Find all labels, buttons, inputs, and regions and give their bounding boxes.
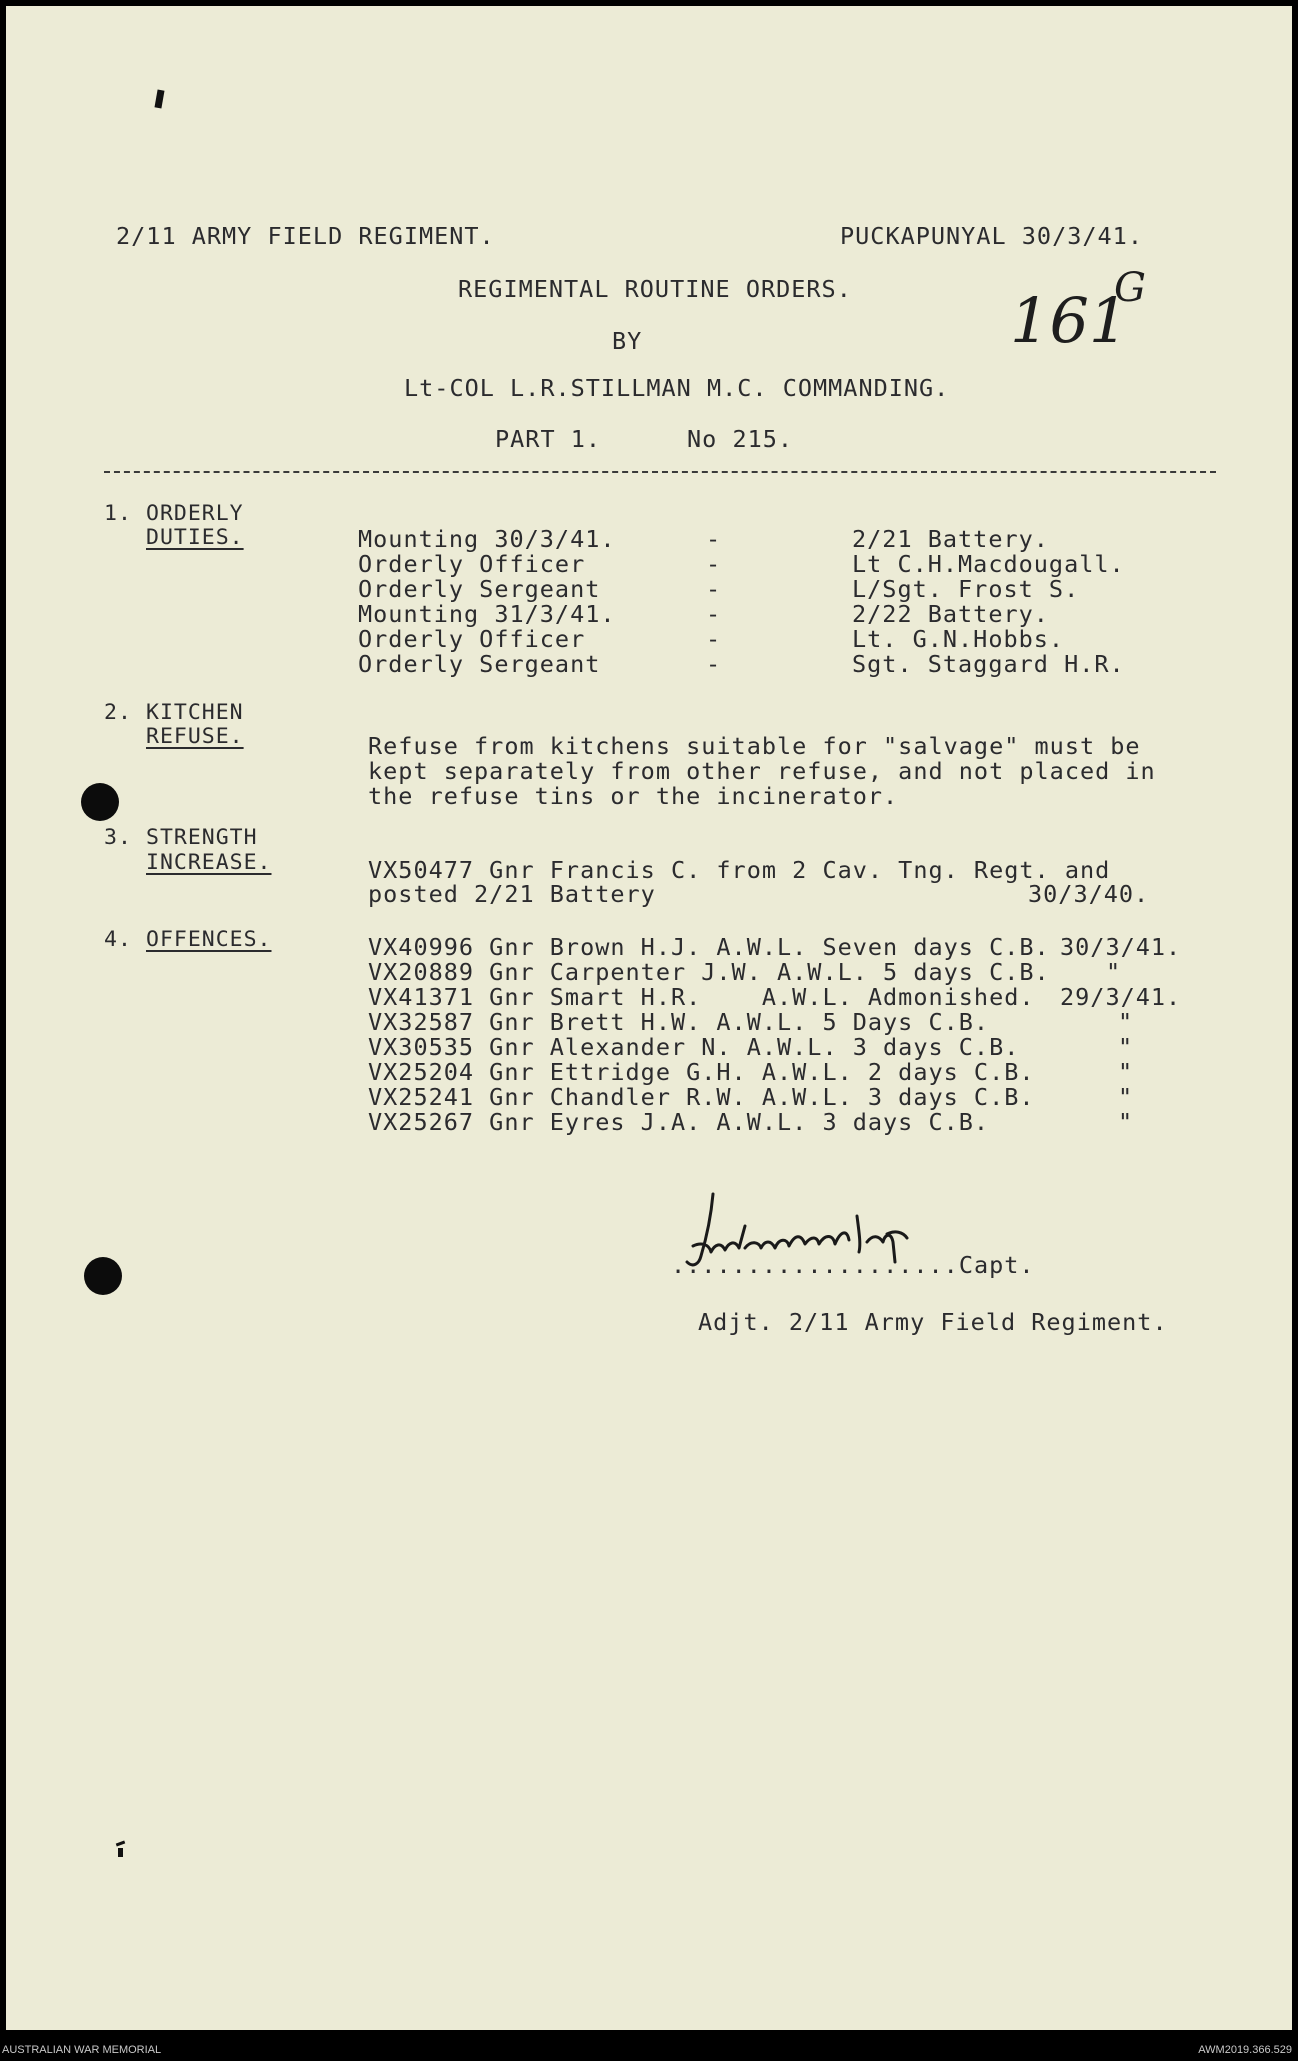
duty-assignee: 2/21 Battery. [852,525,1049,553]
duty-label: Orderly Sergeant [358,650,601,678]
duty-assignee: Sgt. Staggard H.R. [852,650,1125,678]
strength-date: 30/3/40. [1028,880,1150,908]
section-heading-duties: DUTIES. [146,525,244,550]
offence-date: " [1118,1058,1134,1086]
duty-label: Orderly Officer [358,550,586,578]
commanding-officer: Lt-COL L.R.STILLMAN M.C. COMMANDING. [404,374,950,402]
document-page [6,6,1292,2030]
offence-entry: VX20889 Gnr Carpenter J.W. A.W.L. 5 days C.B. [368,958,1050,986]
offence-entry: VX30535 Gnr Alexander N. A.W.L. 3 days C.B. [368,1033,1020,1061]
signature-dots: ...................Capt. [671,1251,1035,1279]
punch-hole [81,783,119,821]
document-title: REGIMENTAL ROUTINE ORDERS. [458,275,852,303]
duty-dash: - [706,575,722,603]
duty-dash: - [706,650,722,678]
kitchen-text-line: Refuse from kitchens suitable for "salvage" must be [368,732,1141,760]
offence-date: " [1118,1008,1134,1036]
by-line: BY [612,327,643,355]
offence-entry: VX41371 Gnr Smart H.R. A.W.L. Admonished. [368,983,1035,1011]
footer-catalogue-number: AWM2019.366.529 [1198,2044,1292,2056]
duty-assignee: Lt C.H.Macdougall. [852,550,1125,578]
kitchen-text-line: the refuse tins or the incinerator. [368,782,899,810]
offence-date: 30/3/41. [1060,933,1182,961]
ink-mark [116,1841,125,1847]
offence-entry: VX25204 Gnr Ettridge G.H. A.W.L. 2 days C.B. [368,1058,1035,1086]
place-date: PUCKAPUNYAL 30/3/41. [840,222,1143,250]
offence-entry: VX32587 Gnr Brett H.W. A.W.L. 5 Days C.B. [368,1008,990,1036]
section-heading-refuse: REFUSE. [146,724,244,749]
section-heading-kitchen: KITCHEN [146,700,244,725]
duty-dash: - [706,625,722,653]
offence-entry: VX25241 Gnr Chandler R.W. A.W.L. 3 days C.B. [368,1083,1035,1111]
header-divider [104,471,1216,473]
folio-number: 161 [1010,284,1129,357]
folio-suffix: G [1114,265,1146,311]
strength-text-line: VX50477 Gnr Francis C. from 2 Cav. Tng. Regt. and [368,856,1111,884]
section-heading-offences: OFFENCES. [146,927,272,952]
duty-label: Orderly Sergeant [358,575,601,603]
punch-hole [84,1257,122,1295]
section-heading-strength: STRENGTH [146,825,258,850]
part-number: PART 1. [495,425,602,453]
handwritten-signature [671,1186,1101,1296]
duty-assignee: 2/22 Battery. [852,600,1049,628]
strength-text-line: posted 2/21 Battery [368,880,656,908]
section-number-4: 4. [104,927,132,952]
ink-mark [118,1848,123,1857]
footer-archive-credit: AUSTRALIAN WAR MEMORIAL [2,2044,162,2056]
duty-dash: - [706,550,722,578]
section-number-3: 3. [104,825,132,850]
duty-dash: - [706,600,722,628]
section-number-2: 2. [104,700,132,725]
section-number-1: 1. [104,501,132,526]
duty-label: Mounting 31/3/41. [358,600,616,628]
ink-mark [154,90,164,109]
section-heading-orderly: ORDERLY [146,501,244,526]
duty-assignee: Lt. G.N.Hobbs. [852,625,1065,653]
offence-date: " [1118,1083,1134,1111]
offence-date: 29/3/41. [1060,983,1182,1011]
offence-date: " [1118,1033,1134,1061]
duty-dash: - [706,525,722,553]
duty-label: Mounting 30/3/41. [358,525,616,553]
order-number: No 215. [687,425,794,453]
offence-entry: VX25267 Gnr Eyres J.A. A.W.L. 3 days C.B. [368,1108,990,1136]
kitchen-text-line: kept separately from other refuse, and not placed in [368,757,1156,785]
signature-title: Adjt. 2/11 Army Field Regiment. [698,1308,1168,1336]
duty-assignee: L/Sgt. Frost S. [852,575,1080,603]
offence-date: " [1106,958,1122,986]
offence-date: " [1118,1108,1134,1136]
unit-name: 2/11 ARMY FIELD REGIMENT. [116,222,495,250]
duty-label: Orderly Officer [358,625,586,653]
section-heading-increase: INCREASE. [146,850,272,875]
offence-entry: VX40996 Gnr Brown H.J. A.W.L. Seven days C.B. [368,933,1050,961]
